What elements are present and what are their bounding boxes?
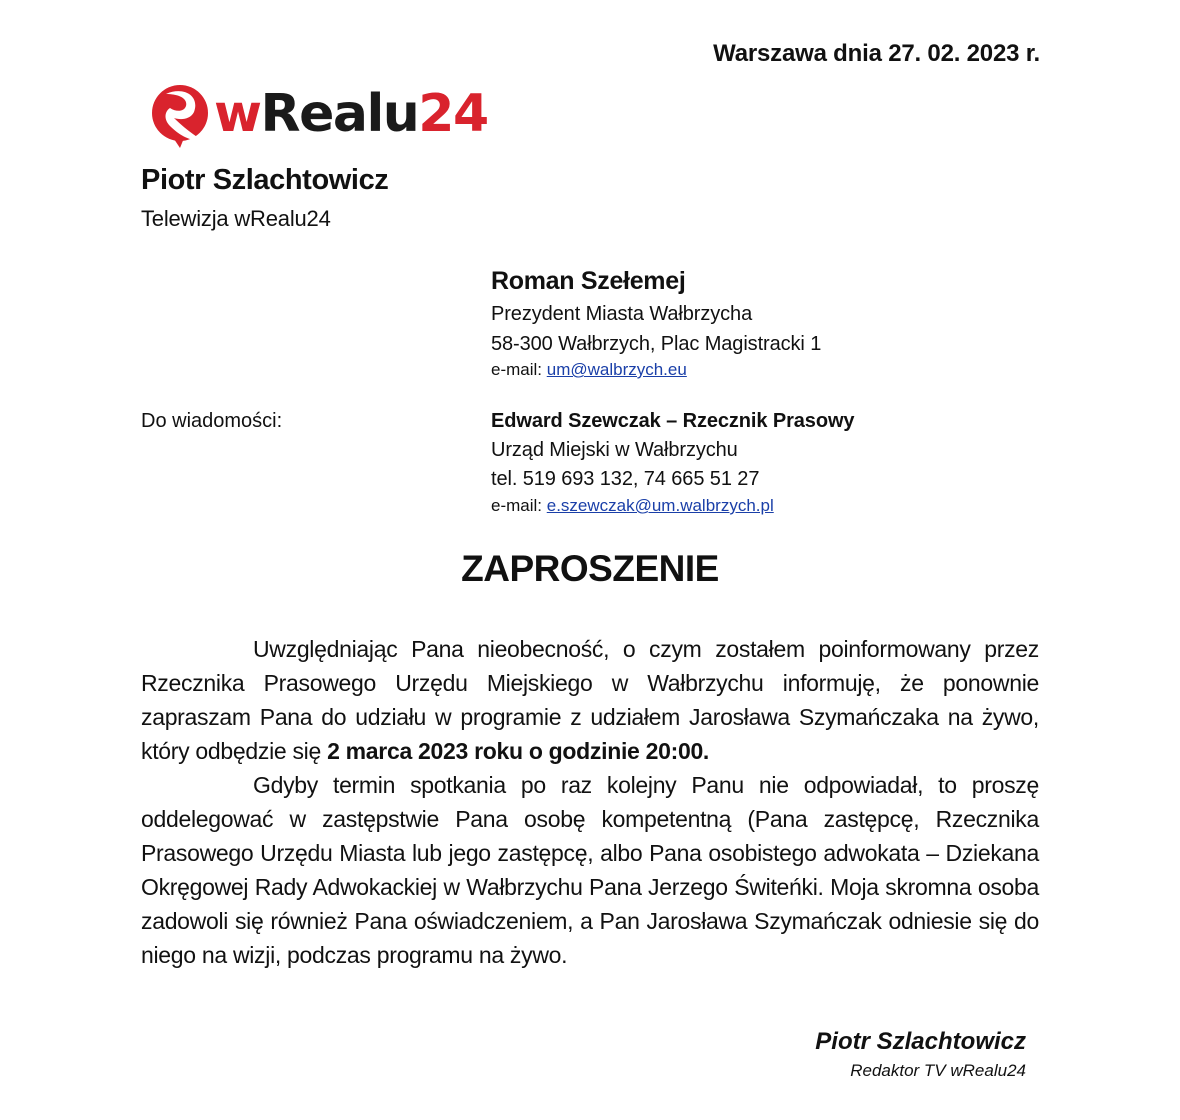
sender-name: Piotr Szlachtowicz	[141, 164, 389, 196]
document-title: ZAPROSZENIE	[461, 548, 719, 589]
cc-email-row	[491, 496, 774, 516]
cc-name: Edward Szewczak – Rzecznik Prasowy	[491, 410, 855, 432]
recipient-address: 58-300 Wałbrzych, Plac Magistracki 1	[491, 333, 822, 355]
signature-name: Piotr Szlachtowicz	[815, 1028, 1026, 1055]
wrealu24-logo-icon	[150, 82, 210, 148]
logo-realu: Realu	[260, 84, 419, 144]
paragraph-1	[141, 632, 1039, 768]
recipient-email-row	[491, 360, 687, 380]
sender-organization: Telewizja wRealu24	[141, 206, 331, 231]
letter-date: Warszawa dnia 27. 02. 2023 r.	[713, 40, 1040, 67]
email-label: e-mail:	[491, 496, 547, 515]
paragraph-1-date-time: 2 marca 2023 roku o godzinie 20:00.	[327, 738, 710, 764]
cc-phone: tel. 519 693 132, 74 665 51 27	[491, 468, 760, 490]
paragraph-1-text: Uwzględniając Pana nieobecność, o czym zostałem poinformowany przez Rzecznika Prasowego Urzędu Miejskiego w Wałbrzychu informuję, że ponownie zapraszam Pana do udziału w programie z udziałem Jarosława Szymańczaka na żywo, który odbędzie się	[141, 636, 1039, 764]
paragraph-2: Gdyby termin spotkania po raz kolejny Panu nie odpowiadał, to proszę oddelegować w zastępstwie Pana osobę kompetentną (Pana zastępcę, Rzecznika Prasowego Urzędu Miasta lub jego zastępcę, albo Pana osobistego adwokata – Dziekana Okręgowej Rady Adwokackiej w Wałbrzychu Pana Jerzego Świteńki. Moja skromna osoba zadowoli się również Pana oświadczeniem, a Pan Jarosława Szymańczak odniesie się do niego na wizji, podczas programu na żywo.	[141, 772, 1039, 968]
cc-label: Do wiadomości:	[141, 410, 283, 432]
logo-wordmark	[214, 84, 488, 144]
wrealu24-logo	[150, 82, 488, 148]
recipient-name: Roman Szełemej	[491, 267, 686, 295]
recipient-email-link[interactable]: um@walbrzych.eu	[546, 360, 687, 379]
cc-email-link[interactable]: e.szewczak@um.walbrzych.pl	[546, 496, 774, 515]
letter-body	[141, 632, 1039, 972]
cc-office: Urząd Miejski w Wałbrzychu	[491, 439, 738, 461]
signature-role: Redaktor TV wRealu24	[850, 1061, 1026, 1080]
logo-w: w	[214, 84, 261, 144]
recipient-title: Prezydent Miasta Wałbrzycha	[491, 303, 753, 325]
logo-24: 24	[418, 84, 488, 144]
email-label: e-mail:	[491, 360, 547, 379]
